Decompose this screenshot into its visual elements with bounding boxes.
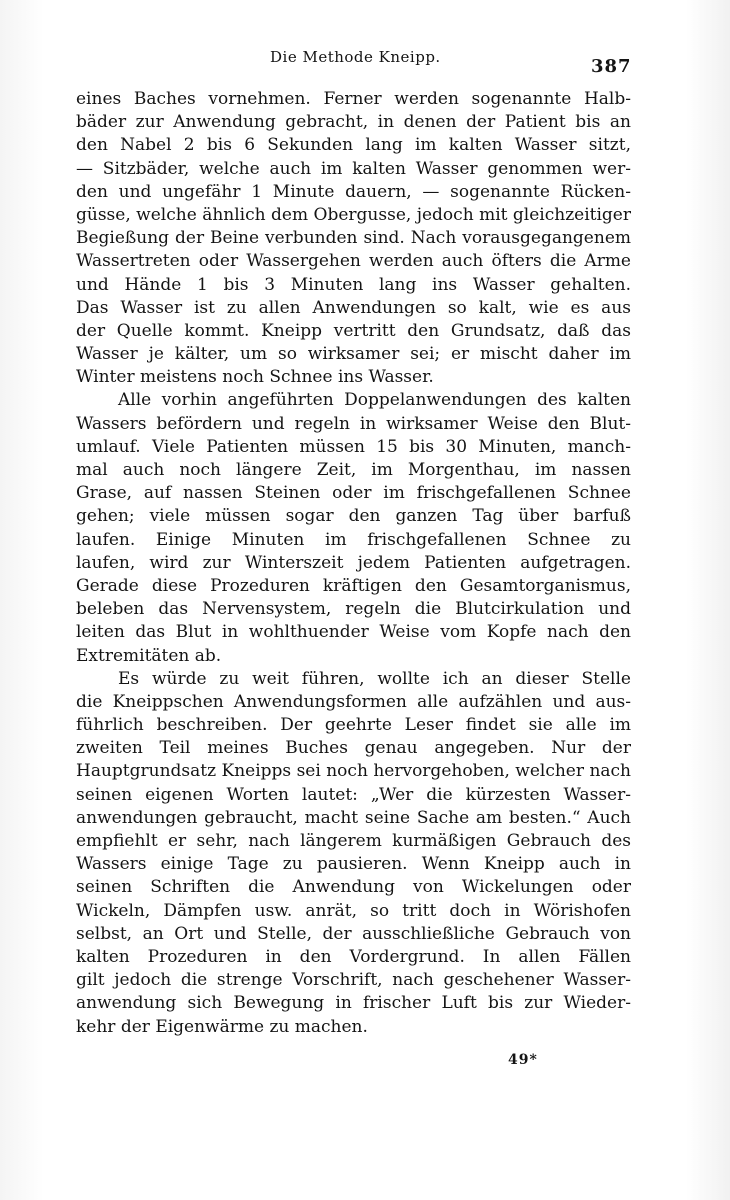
text-line: anwendungen gebraucht, macht seine Sache am besten.“ Auch: [76, 807, 631, 828]
running-title: Die Methode Kneipp.: [270, 48, 441, 66]
body-text: [76, 88, 631, 1039]
paragraph-2: [76, 389, 631, 667]
text-line: Begießung der Beine verbunden sind. Nach vorausgegangenem: [76, 228, 631, 249]
page-header: [0, 48, 730, 78]
text-line: beleben das Nervensystem, regeln die Blutcirkulation und: [76, 599, 631, 620]
text-line: die Kneippschen Anwendungsformen alle aufzählen und aus-: [76, 691, 631, 712]
text-line: Extremitäten ab.: [76, 645, 222, 666]
text-line: mal auch noch längere Zeit, im Morgenthau, im nassen: [76, 460, 631, 480]
text-line: laufen. Einige Minuten im frischgefallenen Schnee zu: [76, 529, 631, 550]
text-line: und Hände 1 bis 3 Minuten lang ins Wasser gehalten.: [76, 274, 631, 295]
text-line: führlich beschreiben. Der geehrte Leser findet sie alle im: [76, 715, 631, 736]
text-line: Wassers befördern und regeln in wirksamer Weise den Blut-: [76, 413, 631, 434]
text-line: gilt jedoch die strenge Vorschrift, nach geschehener Wasser-: [76, 970, 631, 991]
text-line: zweiten Teil meines Buches genau angegeben. Nur der: [76, 738, 631, 759]
text-line: Gerade diese Prozeduren kräftigen den Gesamtorganismus,: [76, 575, 631, 596]
text-line: kalten Prozeduren in den Vordergrund. In allen Fällen: [76, 946, 631, 967]
text-line: — Sitzbäder, welche auch im kalten Wasser genommen wer-: [76, 158, 631, 179]
text-line: Wickeln, Dämpfen usw. anrät, so tritt doch in Wörishofen: [76, 900, 631, 921]
paragraph-3: [76, 668, 631, 1039]
text-line: seinen eigenen Worten lautet: „Wer die kürzesten Wasser-: [76, 784, 631, 805]
text-line: anwendung sich Bewegung in frischer Luft bis zur Wieder-: [76, 993, 631, 1014]
signature-mark: 49*: [508, 1052, 538, 1068]
text-line: leiten das Blut in wohlthuender Weise vom Kopfe nach den: [76, 622, 631, 643]
text-line: Wasser je kälter, um so wirksamer sei; er mischt daher im: [76, 344, 631, 365]
text-line: der Quelle kommt. Kneipp vertritt den Grundsatz, daß das: [76, 320, 631, 341]
text-line: empfiehlt er sehr, nach längerem kurmäßigen Gebrauch des: [76, 831, 631, 851]
text-line: Winter meistens noch Schnee ins Wasser.: [76, 367, 434, 388]
text-line: Das Wasser ist zu allen Anwendungen so kalt, wie es aus: [76, 297, 631, 318]
text-line: laufen, wird zur Winterszeit jedem Patienten aufgetragen.: [76, 552, 631, 573]
text-line: güsse, welche ähnlich dem Obergusse, jedoch mit gleichzeitiger: [76, 204, 631, 225]
text-line: eines Baches vornehmen. Ferner werden sogenannte Halb-: [76, 89, 631, 109]
text-line: Wassertreten oder Wassergehen werden auch öfters die Arme: [76, 251, 631, 272]
paragraph-1: [76, 88, 631, 389]
text-line: Alle vorhin angeführten Doppelanwendungen des kalten: [118, 390, 631, 411]
text-line: kehr der Eigenwärme zu machen.: [76, 1016, 368, 1037]
text-line: den und ungefähr 1 Minute dauern, — sogenannte Rücken-: [76, 181, 631, 202]
text-line: bäder zur Anwendung gebracht, in denen der Patient bis an: [76, 112, 631, 133]
page-number: 387: [591, 56, 632, 77]
text-line: Es würde zu weit führen, wollte ich an dieser Stelle: [118, 668, 631, 689]
text-line: Hauptgrundsatz Kneipps sei noch hervorgehoben, welcher nach: [76, 761, 631, 782]
text-line: Wassers einige Tage zu pausieren. Wenn Kneipp auch in: [76, 854, 631, 875]
text-line: umlauf. Viele Patienten müssen 15 bis 30 Minuten, manch-: [76, 436, 631, 457]
text-line: gehen; viele müssen sogar den ganzen Tag über barfuß: [76, 506, 631, 527]
text-line: Grase, auf nassen Steinen oder im frischgefallenen Schnee: [76, 483, 631, 504]
text-line: seinen Schriften die Anwendung von Wickelungen oder: [76, 877, 631, 898]
text-line: selbst, an Ort und Stelle, der ausschließliche Gebrauch von: [76, 923, 631, 944]
text-line: den Nabel 2 bis 6 Sekunden lang im kalten Wasser sitzt,: [76, 135, 631, 156]
